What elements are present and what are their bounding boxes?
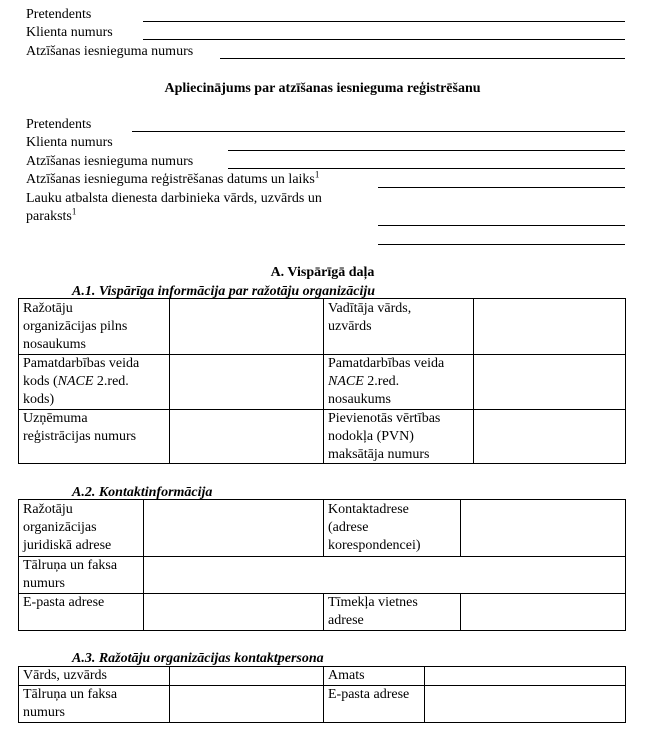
a3-input-talrunis[interactable] (170, 686, 323, 723)
a3-label-amats: Amats (328, 668, 365, 683)
a1-label-vaditajs: Vadītāja vārds, uzvārds (328, 301, 412, 334)
a1-label-nace-nosaukums: Pamatdarbības veida NACE 2.red. nosaukums (328, 356, 445, 407)
conf-field-darbinieks-1[interactable] (378, 225, 625, 226)
a3-input-epasts[interactable] (425, 686, 626, 723)
a2-input-juridiska-adrese[interactable] (144, 500, 323, 556)
a1-label-pvn: Pievienotās vērtības nodokļa (PVN) maksātāja numurs (328, 411, 441, 462)
a2-label-timeklis: Tīmekļa vietnes adrese (328, 595, 418, 628)
a2-label-juridiska-adrese: Ražotāju organizācijas juridiskā adrese (23, 502, 112, 553)
a2-title: A.2. Kontaktinformācija (72, 485, 213, 500)
a1-input-registracija[interactable] (170, 410, 323, 464)
a1-input-nace-kods[interactable] (170, 355, 323, 409)
section-a-title: A. Vispārīgā daļa (270, 265, 375, 280)
field-pretendents[interactable] (143, 21, 625, 22)
conf-label-atzisanas-numurs: Atzīšanas iesnieguma numurs (26, 154, 194, 169)
conf-label-pretendents: Pretendents (26, 117, 92, 132)
a1-input-nosaukums[interactable] (170, 299, 323, 354)
conf-field-atzisanas-numurs[interactable] (228, 168, 625, 169)
a1-table (18, 298, 626, 464)
a2-input-kontaktadrese[interactable] (461, 500, 626, 556)
a3-label-vards: Vārds, uzvārds (23, 668, 107, 683)
a2-input-talrunis[interactable] (144, 557, 626, 593)
a2-label-talrunis: Tālruņa un faksa numurs (23, 558, 118, 591)
a3-label-epasts: E-pasta adrese (328, 687, 410, 702)
a1-label-registracija: Uzņēmuma reģistrācijas numurs (23, 411, 137, 444)
conf-label-darbinieks-l2: paraksts$^1$ (26, 206, 77, 224)
conf-label-datums: Atzīšanas iesnieguma reģistrēšanas datums un laiks$^1$ (26, 169, 320, 187)
a2-label-epasts: E-pasta adrese (23, 595, 105, 610)
a2-input-timeklis[interactable] (461, 594, 626, 631)
a1-title: A.1. Vispārīga informācija par ražotāju organizāciju (72, 284, 376, 299)
a2-input-epasts[interactable] (144, 594, 323, 631)
a2-table (18, 499, 626, 631)
a3-title: A.3. Ražotāju organizācijas kontaktpersona (72, 651, 324, 666)
label-klienta-numurs: Klienta numurs (26, 25, 113, 40)
label-atzisanas-numurs: Atzīšanas iesnieguma numurs (26, 44, 194, 59)
conf-field-datums[interactable] (378, 187, 625, 188)
a3-label-talrunis: Tālruņa un faksa numurs (23, 687, 118, 720)
conf-field-pretendents[interactable] (132, 131, 625, 132)
a3-table (18, 666, 626, 723)
a3-input-vards[interactable] (170, 667, 323, 685)
conf-field-darbinieks-2[interactable] (378, 244, 625, 245)
a1-input-nace-nosaukums[interactable] (474, 355, 626, 409)
a1-input-vaditajs[interactable] (474, 299, 626, 354)
a2-label-kontaktadrese: Kontaktadrese (adrese korespondencei) (328, 502, 421, 553)
conf-label-klienta-numurs: Klienta numurs (26, 135, 113, 150)
field-atzisanas-numurs[interactable] (220, 58, 625, 59)
a1-input-pvn[interactable] (474, 410, 626, 464)
conf-label-darbinieks-l1: Lauku atbalsta dienesta darbinieka vārds, uzvārds un (26, 191, 322, 206)
field-klienta-numurs[interactable] (143, 39, 625, 40)
a1-label-nosaukums: Ražotāju organizācijas pilns nosaukums (23, 301, 128, 352)
label-pretendents: Pretendents (26, 7, 92, 22)
confirmation-title: Apliecinājums par atzīšanas iesnieguma reģistrēšanu (164, 81, 481, 96)
a3-input-amats[interactable] (425, 667, 626, 685)
conf-field-klienta-numurs[interactable] (228, 150, 625, 151)
a1-label-nace-kods: Pamatdarbības veida kods (NACE 2.red. kods) (23, 356, 140, 407)
